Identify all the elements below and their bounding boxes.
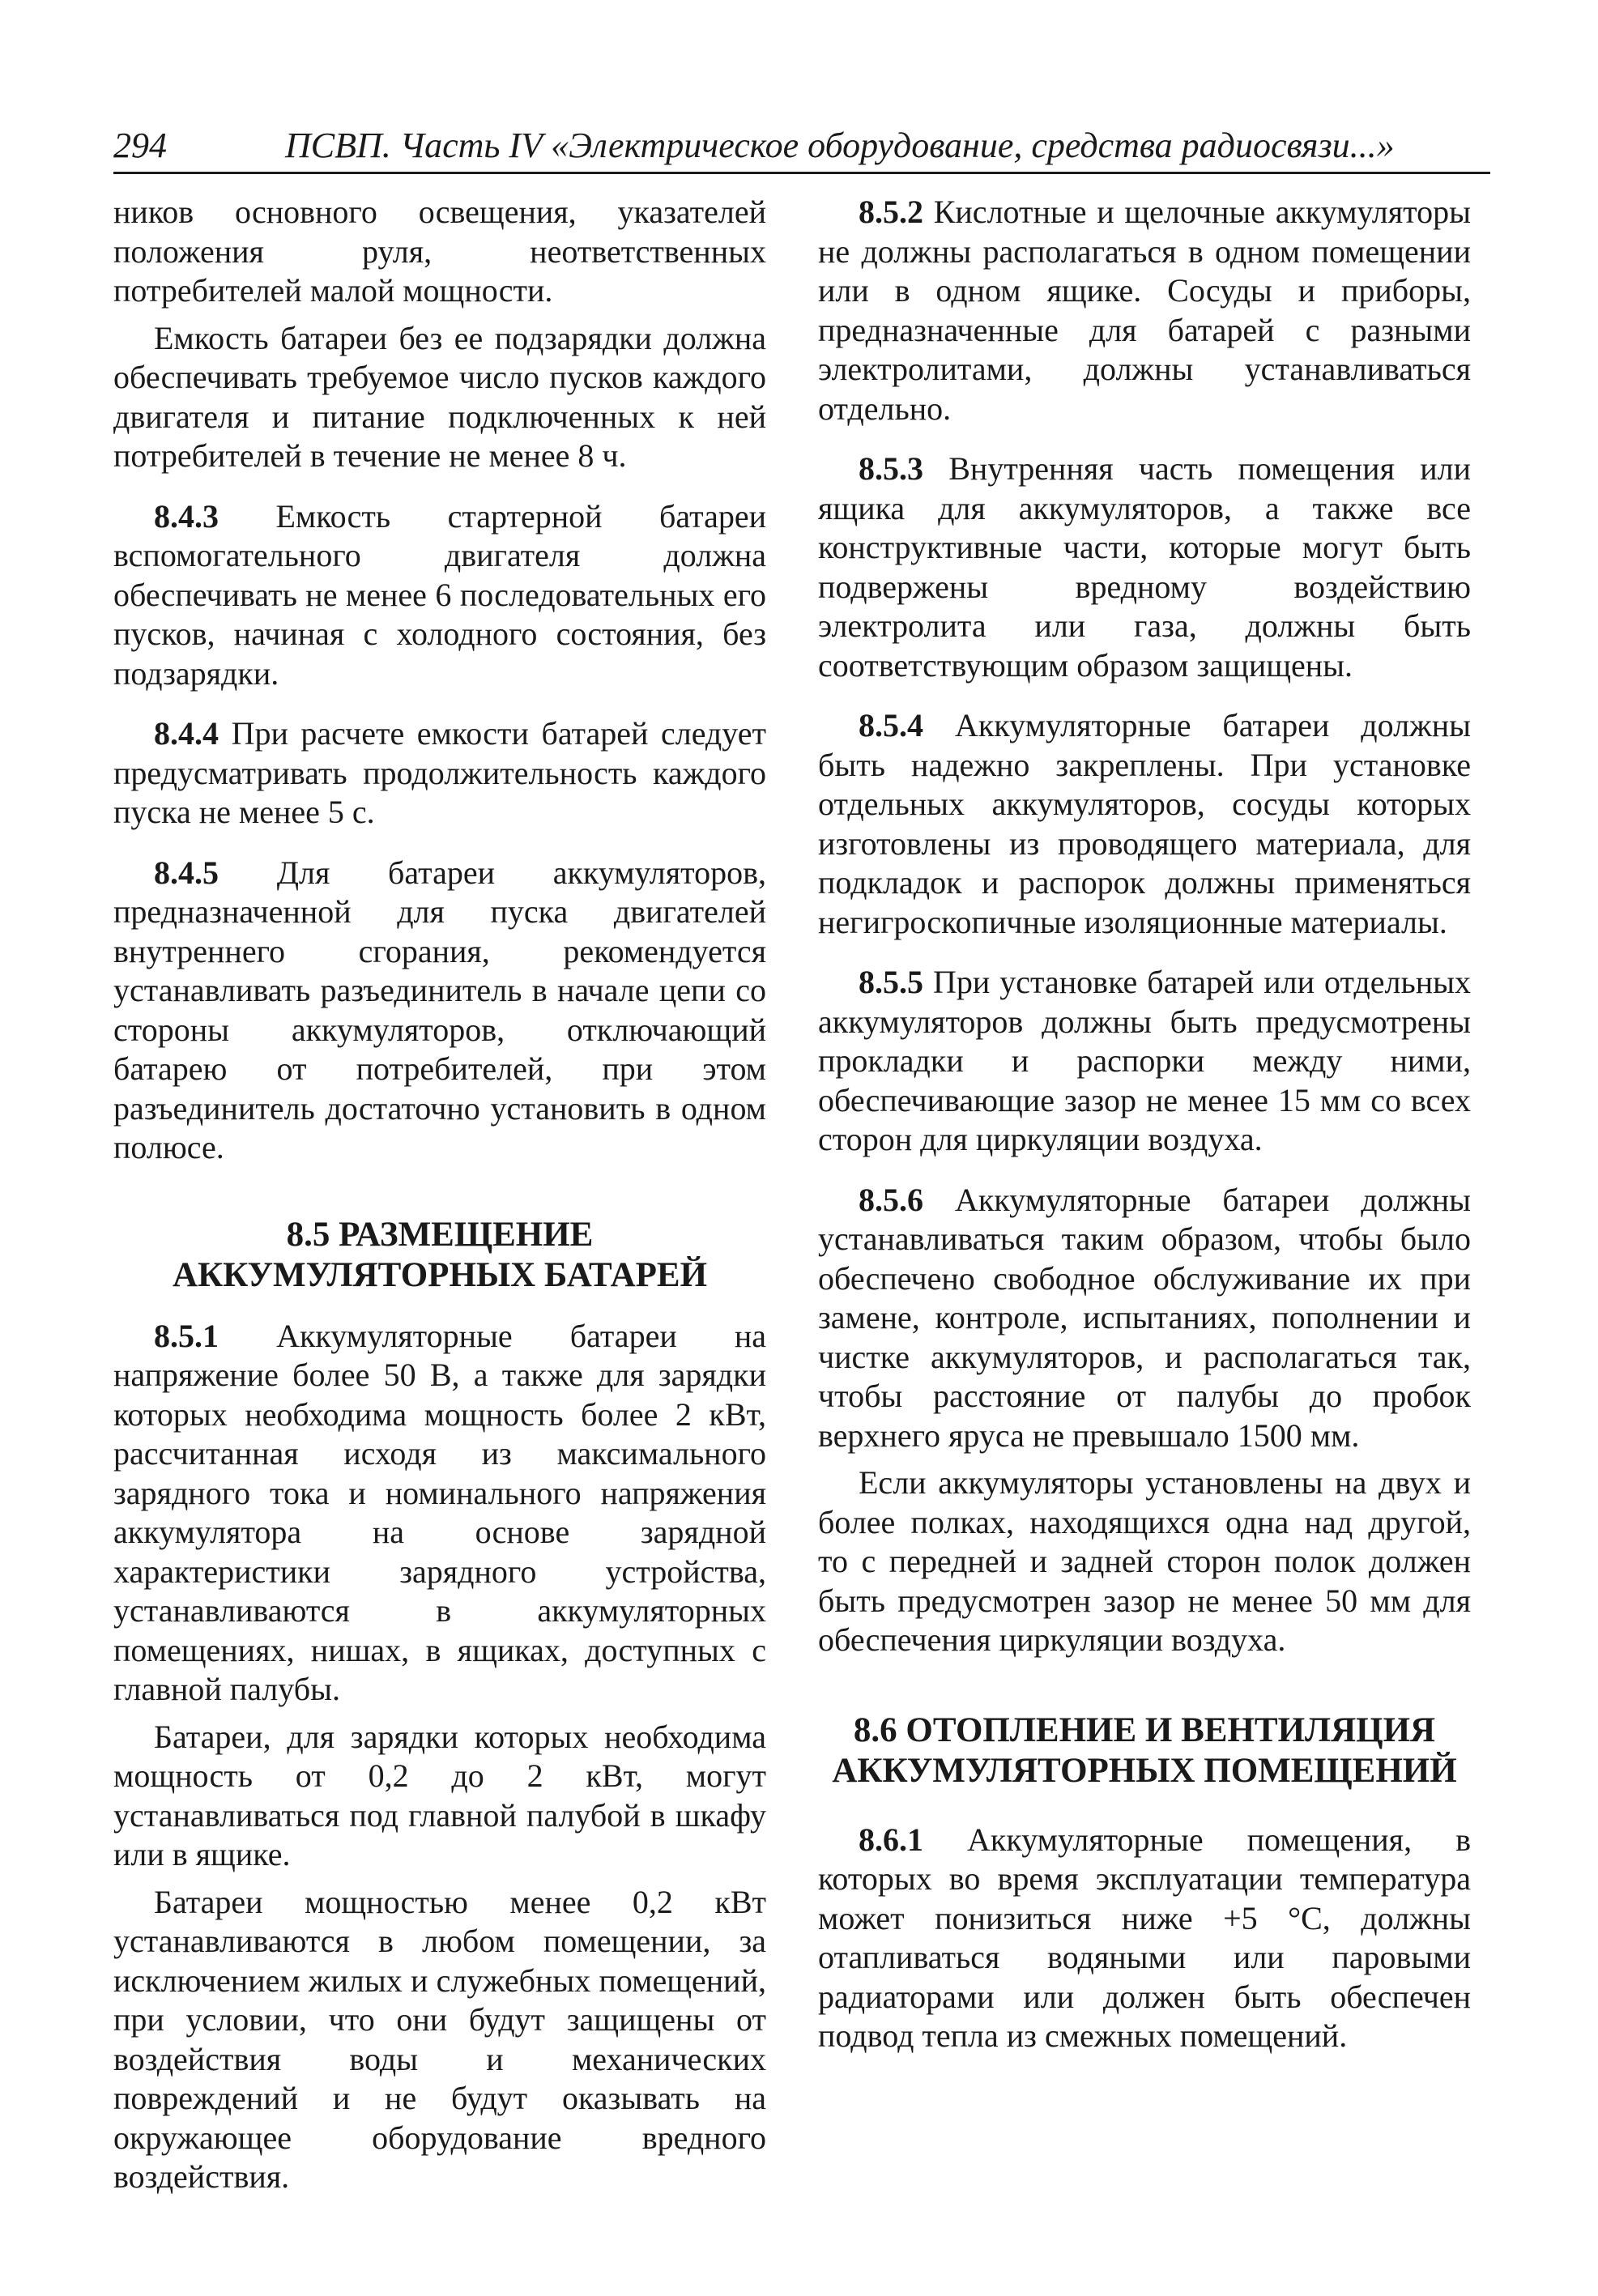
paragraph-shelf-clearance: Если аккумуляторы установлены на двух и более полках, находящихся одна над другой, то с передней и задней сторон полок должен быть предусмотрен зазор не менее 50 мм для обеспечения циркуляции воздуха.: [818, 1464, 1471, 1658]
paragraph-8-5-5: [818, 963, 1471, 1160]
page-header: [113, 121, 1490, 170]
clause-text: Аккумуляторные батареи должны быть надежно закреплены. При установке отдельных аккумуляторов, сосуды которых изготовлены из проводящего материала, для подкладок и распорок должны применяться негигроскопичные изоляционные материалы.: [818, 707, 1471, 940]
paragraph-8-4-5: [113, 854, 766, 1168]
clause-text: Аккумуляторные батареи должны устанавливаться таким образом, чтобы было обеспечено свободное обслуживание их при замене, контроле, испытаниях, пополнении и чистке аккумуляторов, и располагаться так, чтобы расстояние от палубы до пробок верхнего яруса не превышало 1500 мм.: [818, 1181, 1471, 1454]
clause-number: 8.5.2: [859, 194, 923, 230]
paragraph-8-5-4: [818, 706, 1471, 942]
running-title: ПСВП. Часть IV «Электрическое оборудование, средства радиосвязи...»: [285, 126, 1395, 165]
clause-text: При установке батарей или отдельных аккумуляторов должны быть предусмотрены прокладки и распорки между ними, обеспечивающие зазор не менее 15 мм со всех сторон для циркуляции воздуха.: [818, 964, 1471, 1157]
paragraph-continuation: ников основного освещения, указателей положения руля, неответственных потребителей малой мощности.: [113, 194, 766, 309]
paragraph-8-5-2: [818, 193, 1471, 428]
section-title-8-5: [113, 1215, 766, 1296]
section-title-line: АККУМУЛЯТОРНЫХ БАТАРЕЙ: [172, 1255, 708, 1294]
right-column: [818, 193, 1471, 2064]
paragraph-8-4-4: [113, 714, 766, 833]
paragraph-charging-under-0-2kw: Батареи мощностью менее 0,2 кВт устанавливаются в любом помещении, за исключением жилых и служебных помещений, при условии, что они будут защищены от воздействия воды и механических повреждений и не будут оказывать на окружающее оборудование вредного воздействия.: [113, 1883, 766, 2195]
section-title-line: 8.6 ОТОПЛЕНИЕ И ВЕНТИЛЯЦИЯ: [853, 1710, 1436, 1749]
section-title-line: 8.5 РАЗМЕЩЕНИЕ: [286, 1215, 594, 1254]
paragraph-8-5-3: [818, 449, 1471, 685]
page-number: 294: [113, 126, 167, 165]
paragraph-battery-capacity: Емкость батареи без ее подзарядки должна обеспечивать требуемое число пусков каждого двигателя и питание подключенных к ней потребителей в течение не менее 8 ч.: [113, 319, 766, 474]
section-title-8-6: [818, 1710, 1471, 1791]
clause-number: 8.5.5: [859, 964, 923, 1000]
clause-number: 8.4.4: [154, 715, 219, 752]
clause-text: Емкость стартерной батареи вспомогательного двигателя должна обеспечивать не менее 6 последовательных его пусков, начиная с холодного состояния, без подзарядки.: [113, 497, 766, 692]
clause-number: 8.4.5: [154, 854, 219, 891]
section-title-line: АККУМУЛЯТОРНЫХ ПОМЕЩЕНИЙ: [832, 1751, 1457, 1790]
clause-text: Кислотные и щелочные аккумуляторы не должны располагаться в одном помещении или в одном ящике. Сосуды и приборы, предназначенные для батарей с разными электролитами, должны устанавливаться отдельно.: [818, 194, 1471, 427]
clause-number: 8.5.1: [154, 1317, 219, 1354]
clause-number: 8.5.6: [859, 1181, 923, 1218]
paragraph-8-5-6: [818, 1181, 1471, 1456]
left-column: [113, 193, 766, 2205]
paragraph-charging-0-2-2kw: Батареи, для зарядки которых необходима мощность от 0,2 до 2 кВт, могут устанавливаться под главной палубой в шкафу или в ящике.: [113, 1718, 766, 1872]
paragraph-8-4-3: [113, 497, 766, 694]
clause-text: Аккумуляторные батареи на напряжение более 50 В, а также для зарядки которых необходима мощность более 2 кВт, рассчитанная исходя из максимального зарядного тока и номинального напряжения аккумулятора на основе зарядной характеристики зарядного устройства, устанавливаются в аккумуляторных помещениях, нишах, в ящиках, доступных с главной палубы.: [113, 1317, 766, 1707]
clause-number: 8.4.3: [154, 497, 219, 535]
paragraph-8-6-1: [818, 1821, 1471, 2056]
clause-text: Для батареи аккумуляторов, предназначенной для пуска двигателей внутреннего сгорания, рекомендуется устанавливать разъединитель в начале цепи со стороны аккумуляторов, отключающий батарею от потребителей, при этом разъединитель достаточно установить в одном полюсе.: [113, 854, 766, 1165]
header-rule: [113, 172, 1490, 174]
clause-number: 8.5.3: [859, 450, 923, 487]
clause-text: Внутренняя часть помещения или ящика для аккумуляторов, а также все конструктивные части, которые могут быть подвержены вредному воздействию электролита или газа, должны быть соответствующим образом защищены.: [818, 450, 1471, 684]
clause-text: Аккумуляторные помещения, в которых во время эксплуатации температура может понизиться ниже +5 °С, должны отапливаться водяными или паровыми радиаторами или должен быть обеспечен подвод тепла из смежных помещений.: [818, 1821, 1471, 2054]
paragraph-8-5-1: [113, 1317, 766, 1710]
clause-text: При расчете емкости батарей следует предусматривать продолжительность каждого пуска не менее 5 с.: [113, 715, 766, 830]
clause-number: 8.6.1: [859, 1821, 923, 1858]
clause-number: 8.5.4: [859, 707, 923, 743]
